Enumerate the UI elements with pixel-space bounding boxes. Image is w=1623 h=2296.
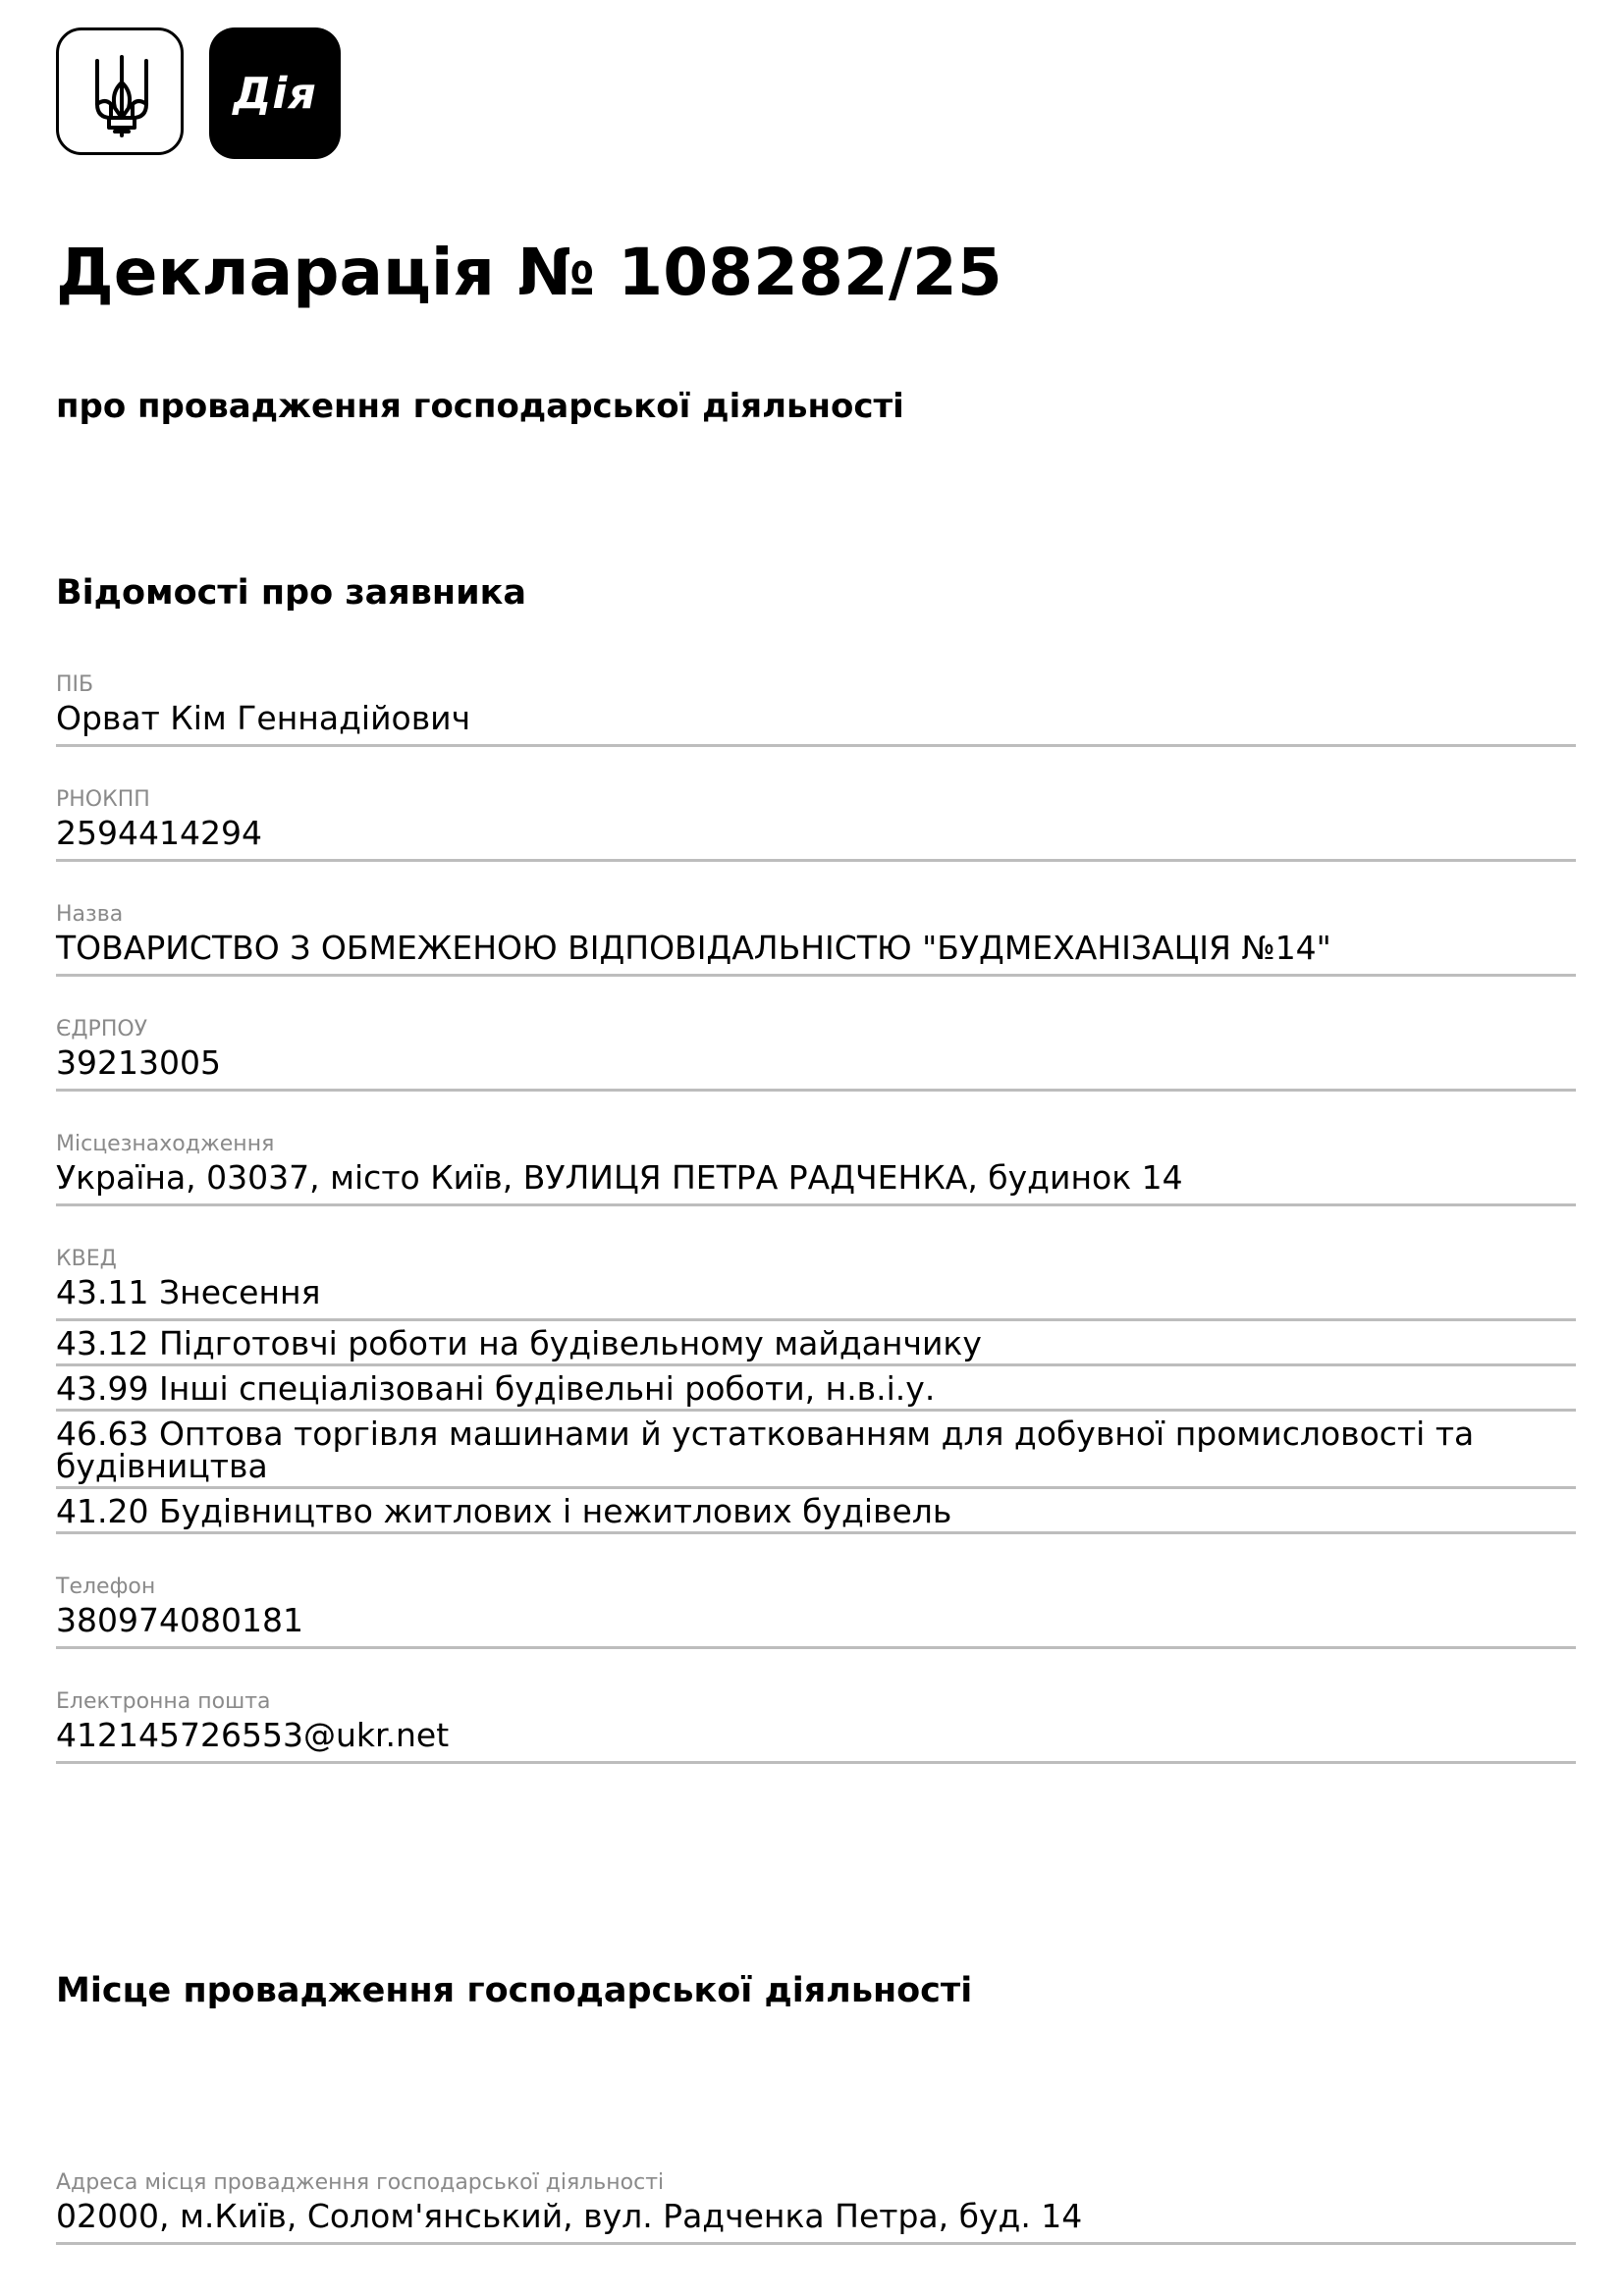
kved-item: 41.20 Будівництво житлових і нежитлових будівель <box>56 1489 1576 1534</box>
field-place-address <box>56 2169 1576 2245</box>
field-phone <box>56 1574 1576 1649</box>
field-name <box>56 901 1576 977</box>
place-fields <box>56 2169 1576 2284</box>
field-label: Електронна пошта <box>56 1689 271 1714</box>
trident-icon <box>91 53 152 137</box>
field-pib <box>56 671 1576 747</box>
field-email <box>56 1688 1576 1764</box>
field-value: 2594414294 <box>56 814 1576 862</box>
kved-item: 43.99 Інші спеціалізовані будівельні роботи, н.в.і.у. <box>56 1366 1576 1412</box>
applicant-fields <box>56 671 1576 1803</box>
field-value: Орват Кім Геннадійович <box>56 699 1576 747</box>
field-value: 412145726553@ukr.net <box>56 1716 1576 1764</box>
field-value: 02000, м.Київ, Солом'янський, вул. Радченка Петра, буд. 14 <box>56 2197 1576 2245</box>
kved-item: 43.11 Знесення <box>56 1273 1576 1321</box>
kved-item: 43.12 Підготовчі роботи на будівельному майданчику <box>56 1321 1576 1366</box>
field-label: ПІБ <box>56 672 94 697</box>
field-kved <box>56 1246 1576 1534</box>
field-value: 39213005 <box>56 1043 1576 1092</box>
diia-logo-text: Дія <box>233 68 317 119</box>
page-subtitle: про провадження господарської діяльності <box>56 387 904 426</box>
field-label: РНОКПП <box>56 787 150 812</box>
section-title-place: Місце провадження господарської діяльності <box>56 1971 973 2010</box>
page-title: Декларація № 108282/25 <box>56 235 1002 310</box>
field-location <box>56 1131 1576 1206</box>
field-label: Телефон <box>56 1575 156 1599</box>
field-value: 380974080181 <box>56 1601 1576 1649</box>
trident-logo <box>56 27 184 155</box>
field-label: ЄДРПОУ <box>56 1017 148 1041</box>
section-title-applicant: Відомості про заявника <box>56 573 526 613</box>
kved-item: 46.63 Оптова торгівля машинами й устаткованням для добувної промисловості та будівництва <box>56 1412 1576 1489</box>
field-label: Місцезнаходження <box>56 1132 275 1156</box>
field-label: Назва <box>56 902 124 927</box>
field-value: Україна, 03037, місто Київ, ВУЛИЦЯ ПЕТРА РАДЧЕНКА, будинок 14 <box>56 1158 1576 1206</box>
field-edrpou <box>56 1016 1576 1092</box>
diia-logo <box>209 27 341 159</box>
field-label: Адреса місця провадження господарської діяльності <box>56 2170 665 2195</box>
field-label: КВЕД <box>56 1247 117 1271</box>
field-value: ТОВАРИСТВО З ОБМЕЖЕНОЮ ВІДПОВІДАЛЬНІСТЮ "БУДМЕХАНІЗАЦІЯ №14" <box>56 929 1576 977</box>
field-rnokpp <box>56 786 1576 862</box>
